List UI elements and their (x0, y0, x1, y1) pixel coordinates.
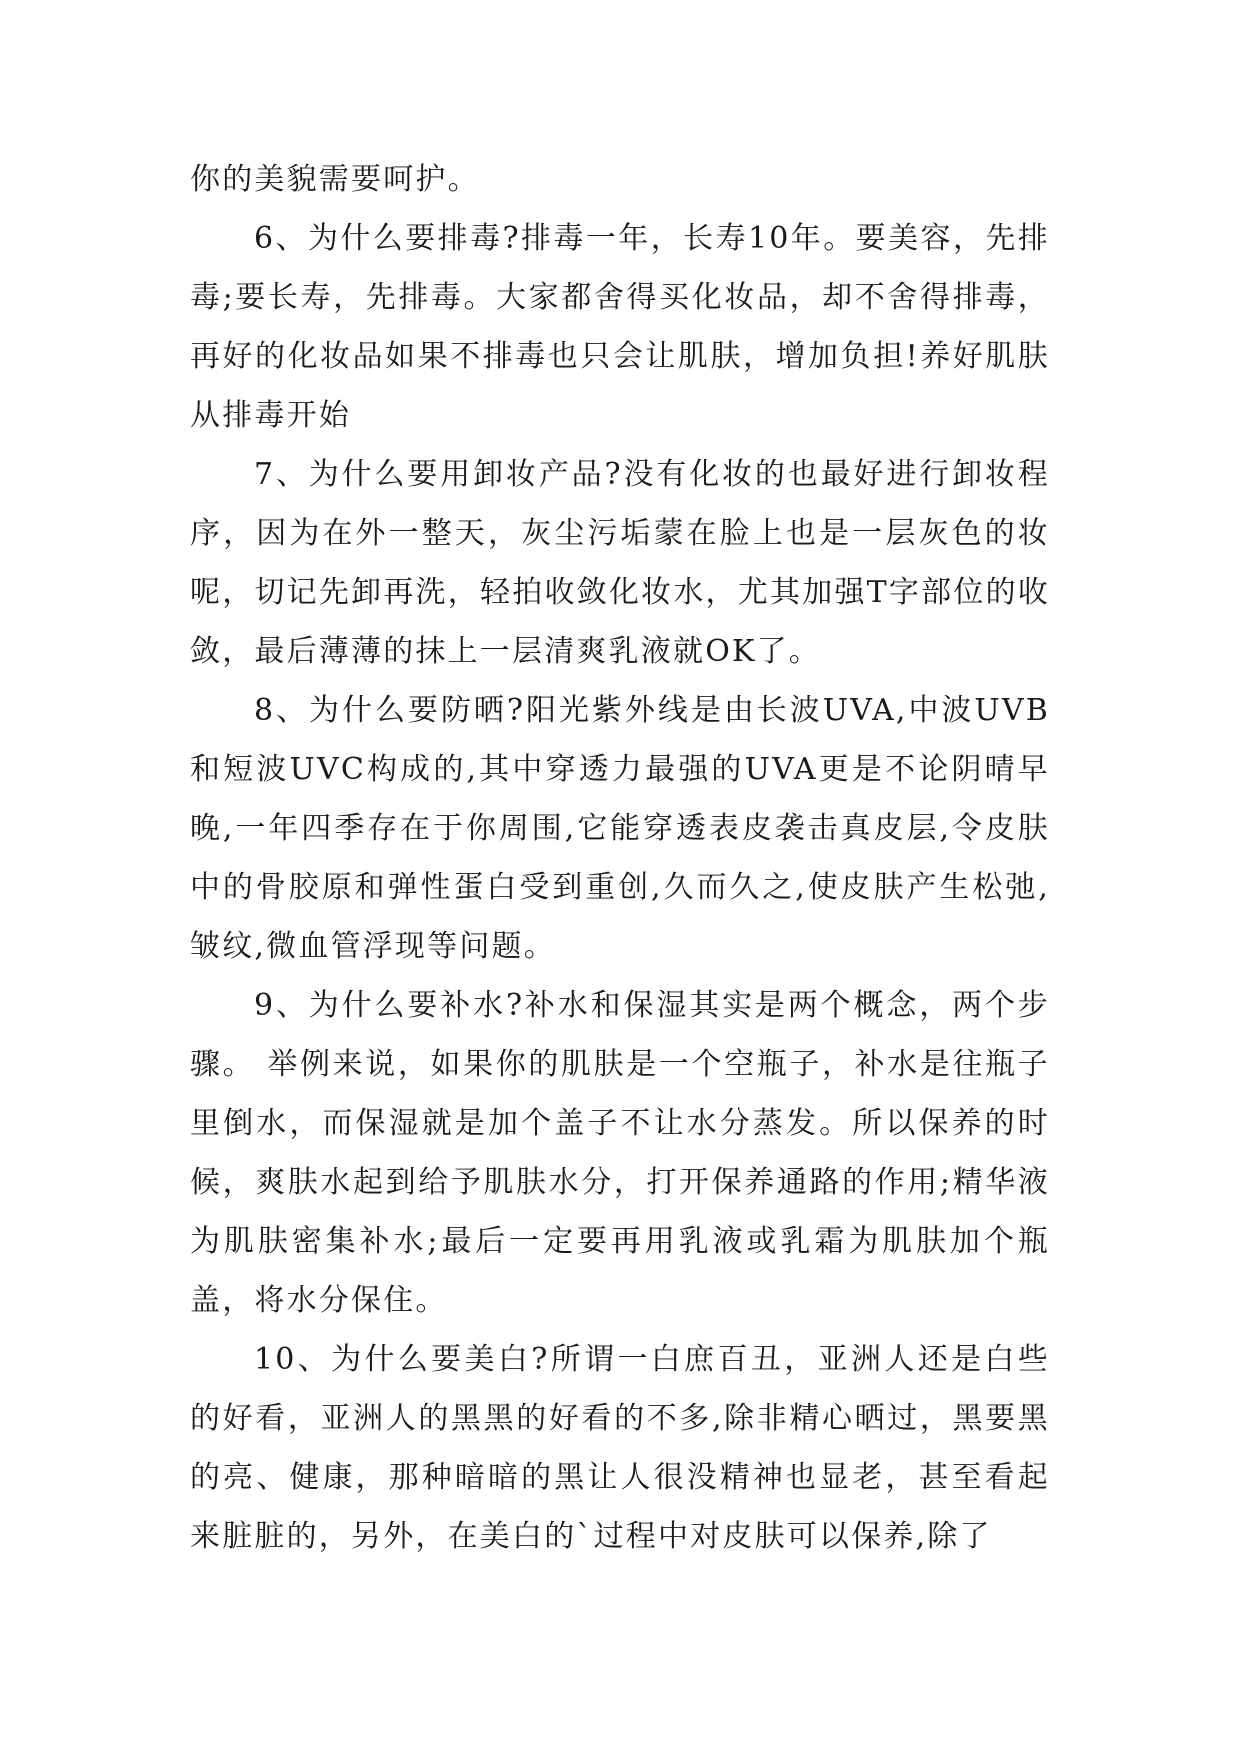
paragraph-item-9: 9、为什么要补水?补水和保湿其实是两个概念，两个步骤。 举例来说，如果你的肌肤是一个空瓶子，补水是往瓶子里倒水，而保湿就是加个盖子不让水分蒸发。所以保养的时候，爽肤水起到给予肌肤水分，打开保养通路的作用;精华液为肌肤密集补水;最后一定要再用乳液或乳霜为肌肤加个瓶盖，将水分保住。 (190, 988, 1050, 1318)
body-text (190, 150, 1050, 1566)
paragraph-item-10: 10、为什么要美白?所谓一白庶百丑，亚洲人还是白些的好看，亚洲人的黑黑的好看的不多,除非精心晒过，黑要黑的亮、健康，那种暗暗的黑让人很没精神也显老，甚至看起来脏脏的，另外，在美白的`过程中对皮肤可以保养,除了 (190, 1342, 1050, 1554)
paragraph-continuation: 你的美貌需要呵护。 (190, 162, 480, 197)
paragraph-item-6: 6、为什么要排毒?排毒一年，长寿10年。要美容，先排毒;要长寿，先排毒。大家都舍得买化妆品，却不舍得排毒，再好的化妆品如果不排毒也只会让肌肤，增加负担!养好肌肤从排毒开始 (190, 221, 1050, 433)
paragraph-item-7: 7、为什么要用卸妆产品?没有化妆的也最好进行卸妆程序，因为在外一整天，灰尘污垢蒙在脸上也是一层灰色的妆呢，切记先卸再洗，轻拍收敛化妆水，尤其加强T字部位的收敛，最后薄薄的抹上一层清爽乳液就OK了。 (190, 457, 1050, 669)
paragraph-item-8: 8、为什么要防晒?阳光紫外线是由长波UVA,中波UVB和短波UVC构成的,其中穿透力最强的UVA更是不论阴晴早晚,一年四季存在于你周围,它能穿透表皮袭击真皮层,令皮肤中的骨胶原和弹性蛋白受到重创,久而久之,使皮肤产生松弛,皱纹,微血管浮现等问题。 (190, 693, 1050, 964)
